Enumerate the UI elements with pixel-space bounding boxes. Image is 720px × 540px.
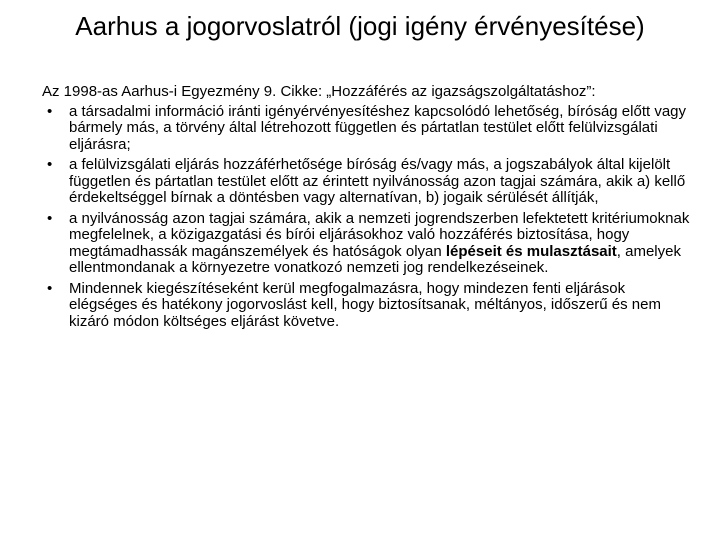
bullet-text-end: , amelyek ellentmondanak a környezetre vonatkozó nemzeti jog rendelkezéseinek. — [69, 242, 681, 276]
bullet-item — [42, 211, 692, 277]
bullet-text: Mindennek kiegészítéseként kerül megfogalmazásra, hogy mindezen fenti eljárások elégséges és hatékony jogorvoslást kell, hogy biztosítsanak, méltányos, időszerű és nem kizáró módon költséges eljárást követve. — [69, 279, 661, 330]
bullet-icon: • — [47, 102, 53, 120]
slide-title: Aarhus a jogorvoslatról (jogi igény érvényesítése) — [75, 11, 645, 41]
slide-body — [42, 84, 692, 334]
bullet-text-start: a nyilvánosság azon tagjai számára, akik a nemzeti jogrendszerben lefektetett kritériumoknak megfelelnek, a közigazgatási és bírói eljárásokhoz való hozzáférés biztosítása, hogy megtámadhassák magánszemélyek és hatóságok olyan — [69, 209, 690, 260]
bullet-icon: • — [47, 156, 53, 173]
bullet-item — [42, 104, 692, 154]
intro-paragraph: Az 1998-as Aarhus-i Egyezmény 9. Cikke: „Hozzáférés az igazságszolgáltatáshoz”: — [42, 83, 596, 100]
bullet-text-emphasis: lépéseit és mulasztásait — [445, 242, 617, 260]
bullet-list — [42, 104, 692, 331]
bullet-icon: • — [47, 279, 53, 297]
bullet-item — [42, 281, 692, 331]
bullet-icon: • — [47, 209, 53, 227]
bullet-item — [42, 157, 692, 207]
bullet-text: a társadalmi információ iránti igényérvényesítéshez kapcsolódó lehetőség, bíróság előtt vagy bármely más, a törvény által létrehozott független és pártatlan testület előtt felülvizsgálati eljárásra; — [69, 102, 687, 153]
bullet-text: a felülvizsgálati eljárás hozzáférhetősége bíróság és/vagy más, a jogszabályok által kijelölt független és pártatlan testület előtt az érintett nyilvánosság azon tagjai számára, akik a) kellő érdekeltséggel bírnak a döntésben vagy alternatívan, b) jogaik sérülését állítják, — [69, 156, 686, 206]
